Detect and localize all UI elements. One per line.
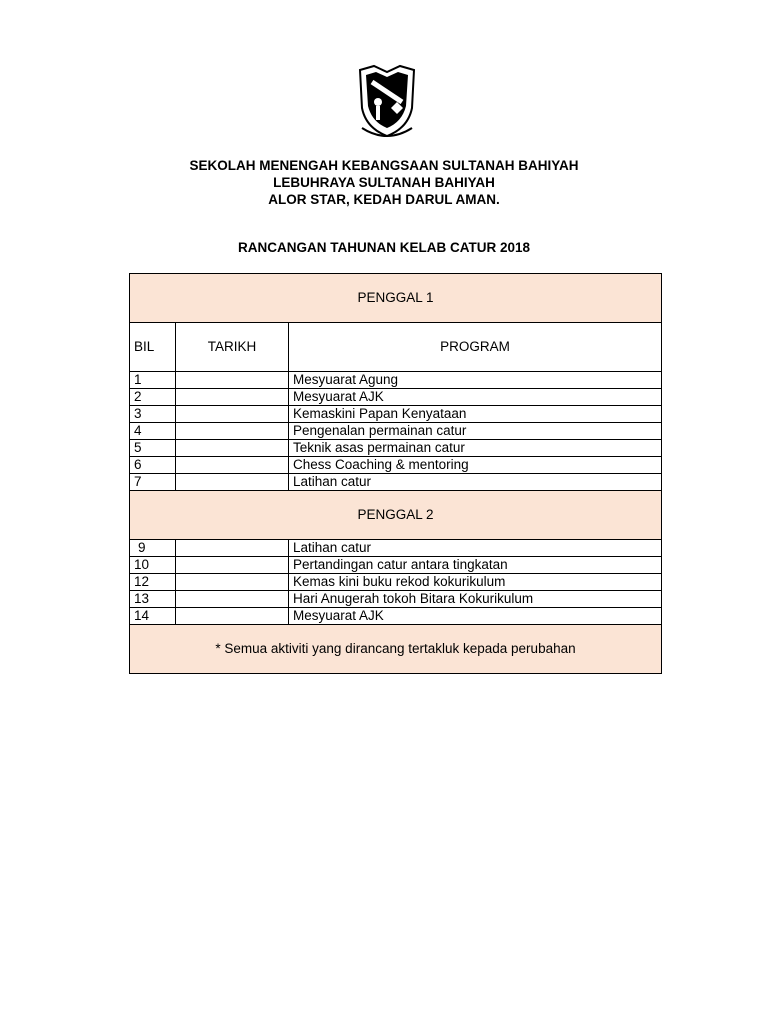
- table-row: [130, 457, 662, 474]
- bil-cell: 12: [130, 574, 176, 591]
- bil-cell: 7: [130, 474, 176, 491]
- table-row: [130, 474, 662, 491]
- term-2-label: PENGGAL 2: [130, 491, 662, 540]
- table-row: [130, 406, 662, 423]
- program-cell: Latihan catur: [289, 540, 662, 557]
- term-2-header-row: [130, 491, 662, 540]
- program-cell: Pertandingan catur antara tingkatan: [289, 557, 662, 574]
- school-address-line-2: ALOR STAR, KEDAH DARUL AMAN.: [268, 192, 500, 207]
- bil-cell: 9: [130, 540, 176, 557]
- program-cell: Latihan catur: [289, 474, 662, 491]
- program-cell: Kemas kini buku rekod kokurikulum: [289, 574, 662, 591]
- tarikh-cell: [176, 591, 289, 608]
- bil-cell: 5: [130, 440, 176, 457]
- tarikh-cell: [176, 372, 289, 389]
- tarikh-cell: [176, 406, 289, 423]
- school-crest-icon: [356, 62, 418, 140]
- tarikh-cell: [176, 474, 289, 491]
- table-row: [130, 389, 662, 406]
- document-title: RANCANGAN TAHUNAN KELAB CATUR 2018: [237, 240, 530, 255]
- program-cell: Chess Coaching & mentoring: [289, 457, 662, 474]
- tarikh-cell: [176, 423, 289, 440]
- annual-plan-table: [129, 273, 662, 674]
- tarikh-cell: [176, 608, 289, 625]
- tarikh-cell: [176, 574, 289, 591]
- program-cell: Hari Anugerah tokoh Bitara Kokurikulum: [289, 591, 662, 608]
- program-cell: Mesyuarat AJK: [289, 389, 662, 406]
- header-program: PROGRAM: [289, 323, 662, 372]
- bil-cell: 14: [130, 608, 176, 625]
- table-row: [130, 440, 662, 457]
- program-cell: Mesyuarat Agung: [289, 372, 662, 389]
- header-bil: BIL: [130, 323, 176, 372]
- header-tarikh: TARIKH: [176, 323, 289, 372]
- bil-cell: 13: [130, 591, 176, 608]
- table-row: [130, 591, 662, 608]
- bil-cell: 4: [130, 423, 176, 440]
- bil-cell: 6: [130, 457, 176, 474]
- column-header-row: [130, 323, 662, 372]
- table-row: [130, 372, 662, 389]
- footnote: * Semua aktiviti yang dirancang tertakluk kepada perubahan: [130, 625, 662, 674]
- tarikh-cell: [176, 557, 289, 574]
- school-address-line-1: LEBUHRAYA SULTANAH BAHIYAH: [273, 175, 495, 190]
- program-cell: Mesyuarat AJK: [289, 608, 662, 625]
- table-row: [130, 540, 662, 557]
- term-1-header-row: [130, 274, 662, 323]
- table-row: [130, 608, 662, 625]
- table-row: [130, 574, 662, 591]
- term-1-label: PENGGAL 1: [130, 274, 662, 323]
- bil-cell: 3: [130, 406, 176, 423]
- table-row: [130, 423, 662, 440]
- note-row: [130, 625, 662, 674]
- tarikh-cell: [176, 540, 289, 557]
- bil-cell: 10: [130, 557, 176, 574]
- tarikh-cell: [176, 440, 289, 457]
- tarikh-cell: [176, 457, 289, 474]
- program-cell: Teknik asas permainan catur: [289, 440, 662, 457]
- bil-cell: 2: [130, 389, 176, 406]
- program-cell: Pengenalan permainan catur: [289, 423, 662, 440]
- program-cell: Kemaskini Papan Kenyataan: [289, 406, 662, 423]
- school-name: SEKOLAH MENENGAH KEBANGSAAN SULTANAH BAHIYAH: [189, 158, 579, 173]
- table-row: [130, 557, 662, 574]
- bil-cell: 1: [130, 372, 176, 389]
- tarikh-cell: [176, 389, 289, 406]
